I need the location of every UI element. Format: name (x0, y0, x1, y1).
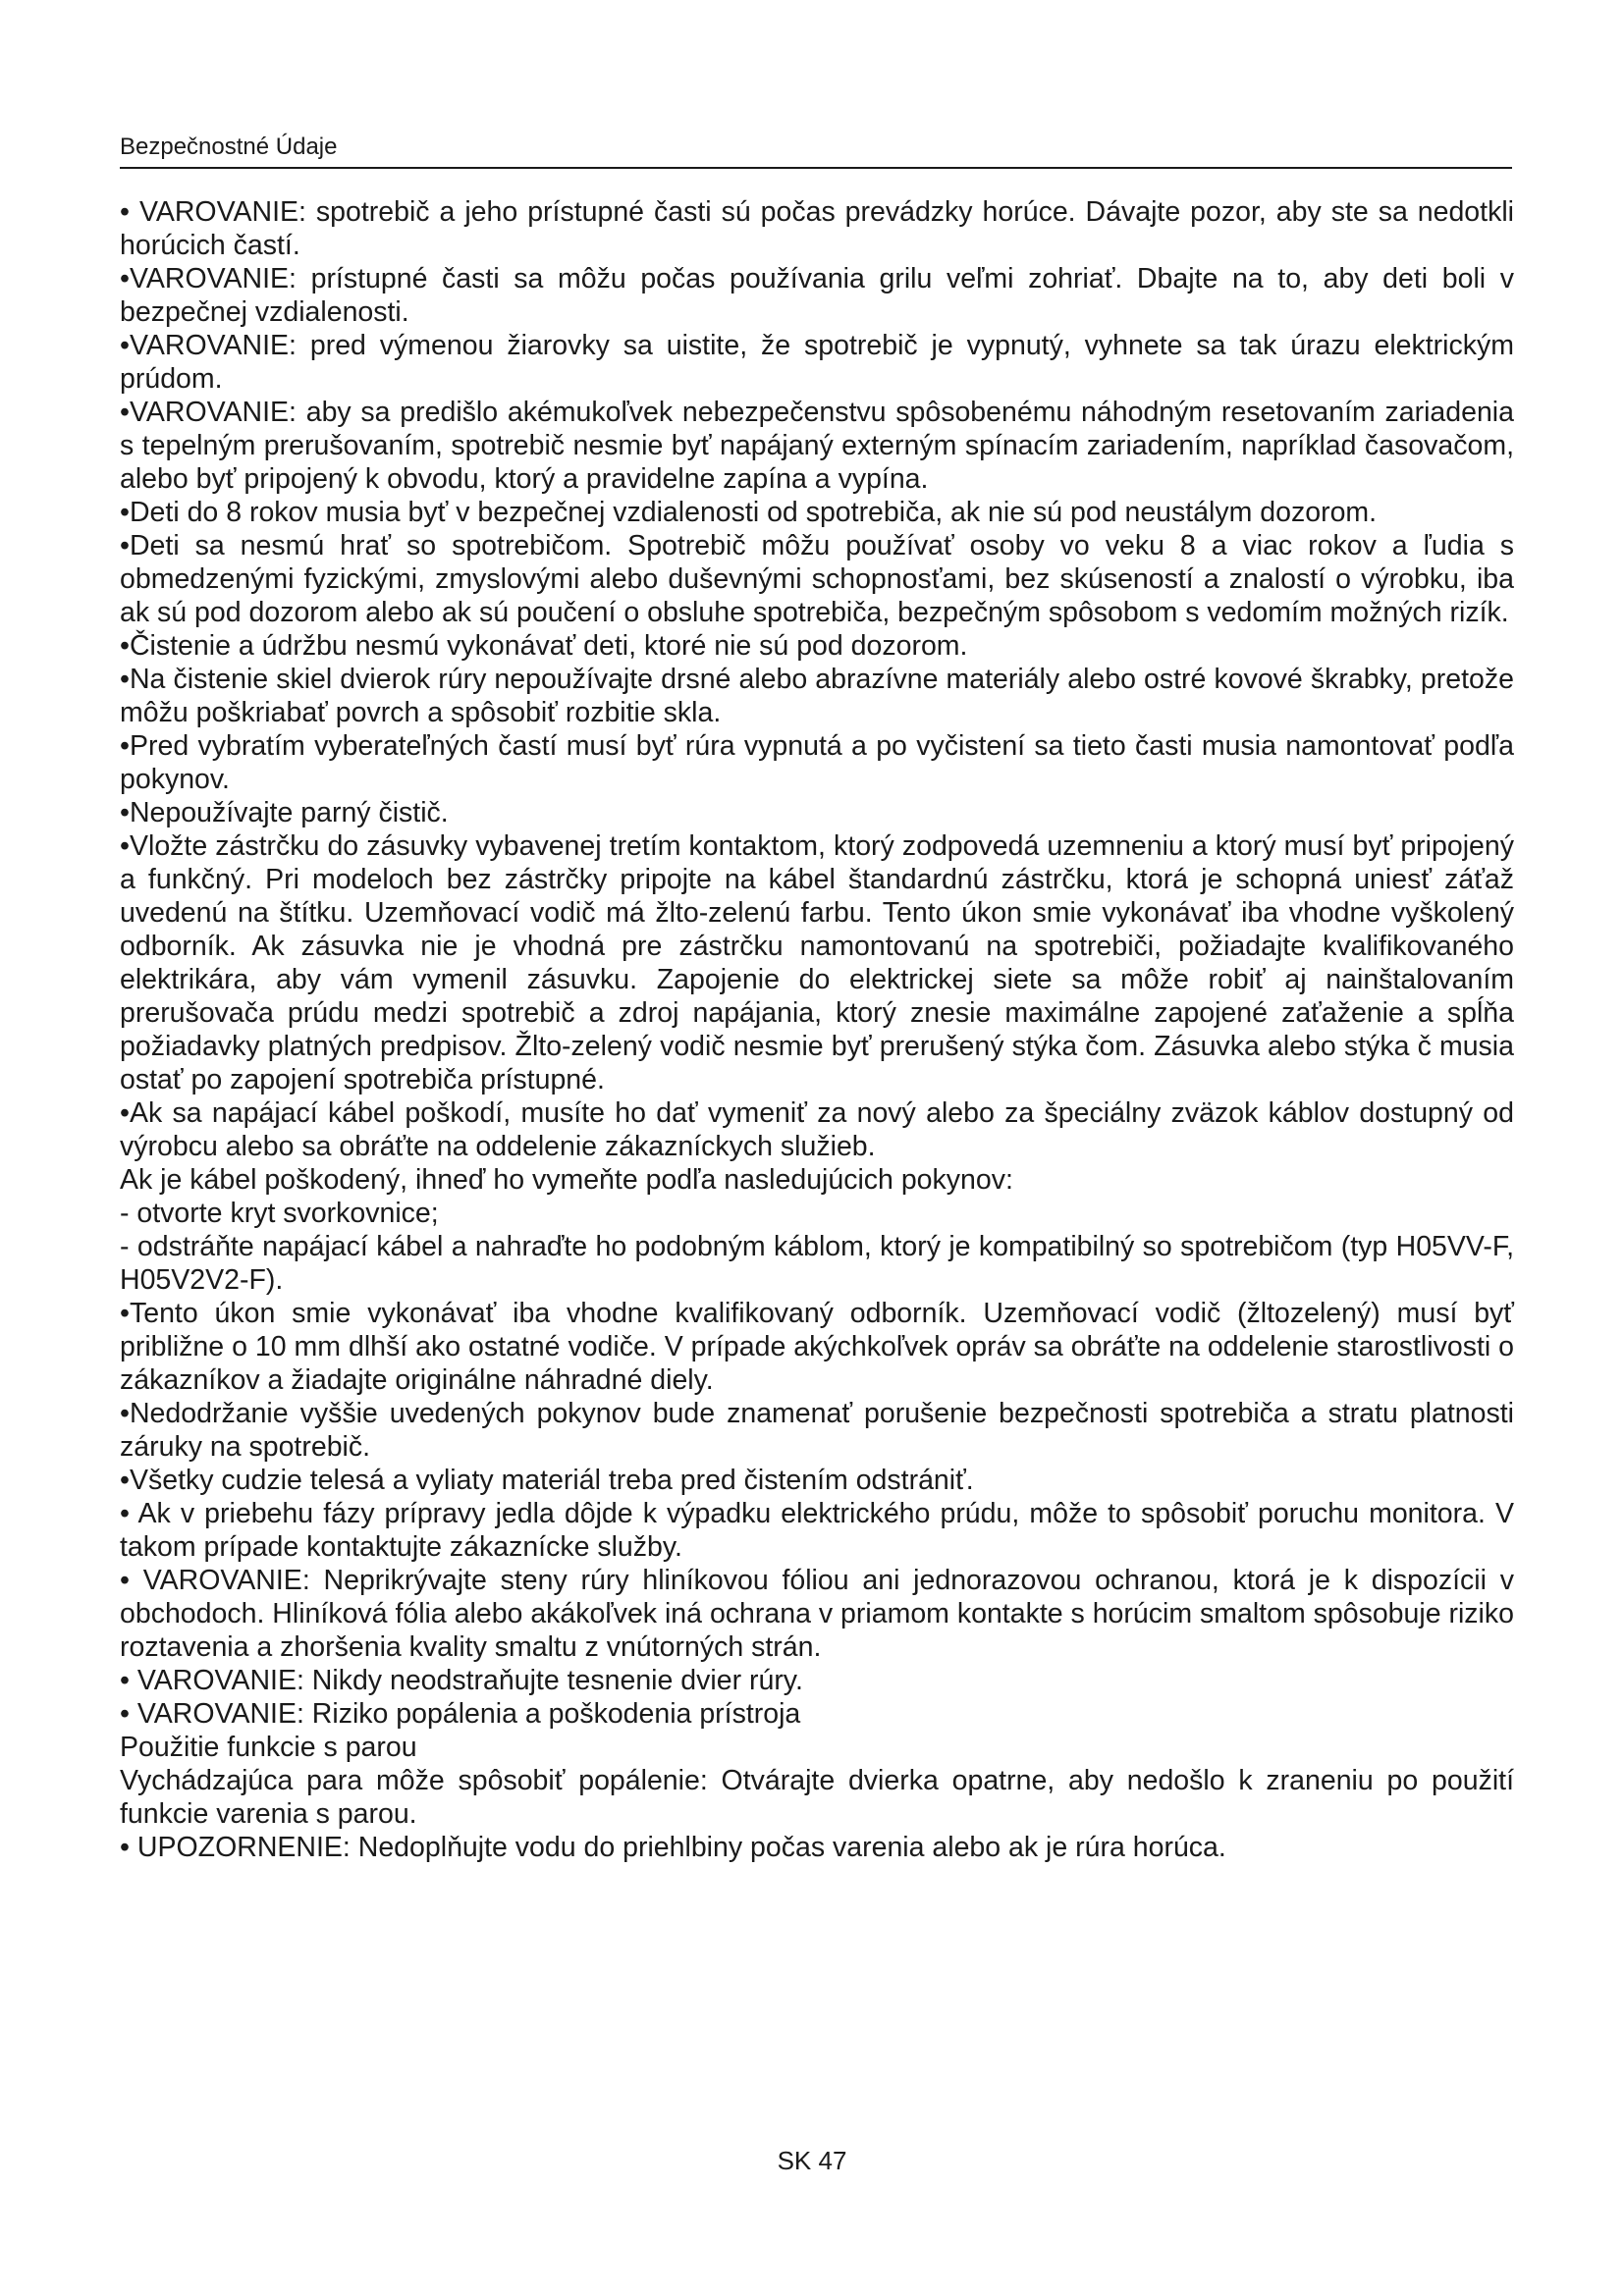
safety-paragraph: •Nedodržanie vyššie uvedených pokynov bude znamenať porušenie bezpečnosti spotrebiča a stratu platnosti záruky na spotrebič. (120, 1398, 1514, 1463)
page-header (120, 133, 1512, 169)
warning-paragraph: •VAROVANIE: aby sa predišlo akémukoľvek nebezpečenstvu spôsobenému náhodným resetovaním zariadenia s tepelným prerušovaním, spotrebič nesmie byť napájaný externým spínacím zariadením, napríklad časovačom, alebo byť pripojený k obvodu, ktorý a pravidelne zapína a vypína. (120, 397, 1514, 495)
safety-paragraph: •Nepoužívajte parný čistič. (120, 797, 449, 828)
section-title: Bezpečnostné Údaje (120, 133, 338, 160)
cable-instruction-step: - odstráňte napájací kábel a nahraďte ho podobným káblom, ktorý je kompatibilný so spotrebičom (typ H05VV-F, H05V2V2-F). (120, 1231, 1514, 1296)
safety-paragraph: •Pred vybratím vyberateľných častí musí byť rúra vypnutá a po vyčistení sa tieto časti musia namontovať podľa pokynov. (120, 730, 1514, 795)
caution-paragraph: • UPOZORNENIE: Nedoplňujte vodu do priehlbiny počas varenia alebo ak je rúra horúca. (120, 1832, 1226, 1863)
power-cable-paragraph: •Ak sa napájací kábel poškodí, musíte ho dať vymeniť za nový alebo za špeciálny zväzok káblov dostupný od výrobcu alebo sa obráťte na oddelenie zákazníckych služieb. (120, 1097, 1514, 1162)
cable-instruction-step: - otvorte kryt svorkovnice; (120, 1198, 439, 1229)
steam-paragraph: Vychádzajúca para môže spôsobiť popálenie: Otvárajte dvierka opatrne, aby nedošlo k zraneniu po použití funkcie varenia s parou. (120, 1765, 1514, 1830)
cable-instructions-intro: Ak je kábel poškodený, ihneď ho vymeňte podľa nasledujúcich pokynov: (120, 1164, 1013, 1196)
safety-paragraph: •Deti do 8 rokov musia byť v bezpečnej vzdialenosti od spotrebiča, ak nie sú pod neustálym dozorom. (120, 497, 1378, 528)
safety-paragraph: •Tento úkon smie vykonávať iba vhodne kvalifikovaný odborník. Uzemňovací vodič (žltozelený) musí byť približne o 10 mm dlhší ako ostatné vodiče. V prípade akýchkoľvek opráv sa obráťte na oddelenie starostlivosti o zákazníkov a žiadajte originálne náhradné diely. (120, 1298, 1514, 1396)
warning-paragraph: • VAROVANIE: Neprikrývajte steny rúry hliníkovou fóliou ani jednorazovou ochranou, ktorá je k dispozícii v obchodoch. Hliníková fólia alebo akákoľvek iná ochrana v priamom kontakte s horúcim smaltom spôsobuje riziko roztavenia a zhoršenia kvality smaltu z vnútorných strán. (120, 1565, 1514, 1663)
safety-paragraph: •Na čistenie skiel dvierok rúry nepoužívajte drsné alebo abrazívne materiály alebo ostré kovové škrabky, pretože môžu poškriabať povrch a spôsobiť rozbitie skla. (120, 664, 1514, 728)
safety-paragraph: •Deti sa nesmú hrať so spotrebičom. Spotrebič môžu používať osoby vo veku 8 a viac rokov a ľudia s obmedzenými fyzickými, zmyslovými alebo duševnými schopnosťami, bez skúseností a znalostí o výrobku, iba ak sú pod dozorom alebo ak sú poučení o obsluhe spotrebiča, bezpečným spôsobom s vedomím možných rizík. (120, 530, 1514, 628)
warning-paragraph: •VAROVANIE: pred výmenou žiarovky sa uistite, že spotrebič je vypnutý, vyhnete sa tak úrazu elektrickým prúdom. (120, 330, 1514, 395)
warning-paragraph: • VAROVANIE: Nikdy neodstraňujte tesnenie dvier rúry. (120, 1665, 803, 1696)
safety-paragraph: •Všetky cudzie telesá a vyliaty materiál treba pred čistením odstrániť. (120, 1465, 974, 1496)
warning-paragraph: •VAROVANIE: prístupné časti sa môžu počas používania grilu veľmi zohriať. Dbajte na to, aby deti boli v bezpečnej vzdialenosti. (120, 263, 1514, 328)
safety-text-body (120, 195, 1514, 1864)
safety-paragraph: • Ak v priebehu fázy prípravy jedla dôjde k výpadku elektrického prúdu, môže to spôsobiť poruchu monitora. V takom prípade kontaktujte zákaznícke služby. (120, 1498, 1514, 1563)
electrical-connection-paragraph: •Vložte zástrčku do zásuvky vybavenej tretím kontaktom, ktorý zodpovedá uzemneniu a ktorý musí byť pripojený a funkčný. Pri modeloch bez zástrčky pripojte na kábel štandardnú zástrčku, ktorá je schopná uniesť záťaž uvedenú na štítku. Uzemňovací vodič má žlto-zelenú farbu. Tento úkon smie vykonávať iba vhodne vyškolený odborník. Ak zásuvka nie je vhodná pre zástrčku namontovanú na spotrebiči, požiadajte kvalifikovaného elektrikára, aby vám vymenil zásuvku. Zapojenie do elektrickej siete sa môže robiť aj nainštalovaním prerušovača prúdu medzi spotrebič a zdroj napájania, ktorý znesie maximálne zapojené zaťaženie a spĺňa požiadavky platných predpisov. Žlto-zelený vodič nesmie byť prerušený stýka čom. Zásuvka alebo stýka č musia ostať po zapojení spotrebiča prístupné. (120, 830, 1514, 1095)
warning-paragraph: • VAROVANIE: Riziko popálenia a poškodenia prístroja (120, 1698, 801, 1730)
warning-paragraph: • VAROVANIE: spotrebič a jeho prístupné časti sú počas prevádzky horúce. Dávajte pozor, aby ste sa nedotkli horúcich častí. (120, 196, 1514, 261)
steam-function-heading: Použitie funkcie s parou (120, 1732, 417, 1763)
safety-paragraph: •Čistenie a údržbu nesmú vykonávať deti, ktoré nie sú pod dozorom. (120, 630, 968, 662)
page-number: SK 47 (777, 2146, 847, 2175)
